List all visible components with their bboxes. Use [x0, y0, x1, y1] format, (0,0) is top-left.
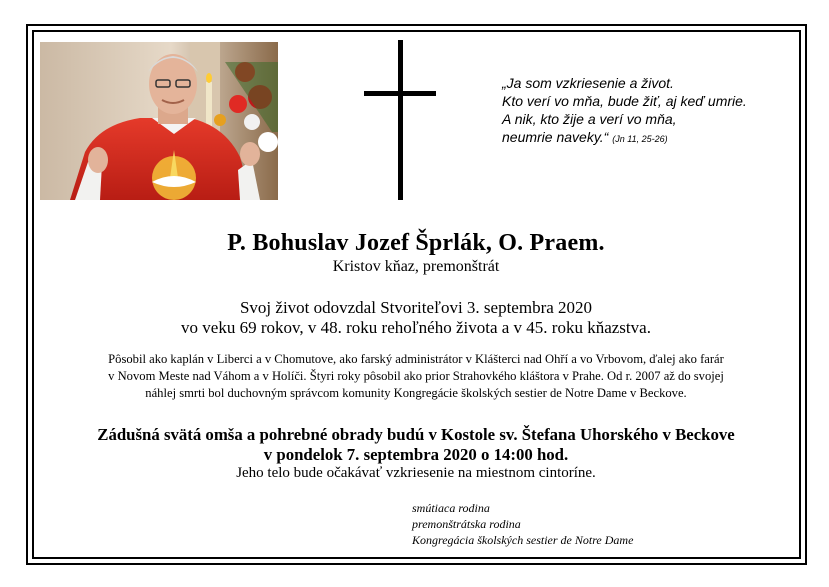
- signers: [412, 500, 633, 548]
- cross-icon: [364, 40, 436, 200]
- biography: [60, 351, 772, 402]
- death-notice: [40, 298, 792, 338]
- quote-line-2: Kto verí vo mňa, bude žiť, aj keď umrie.: [502, 93, 747, 109]
- signer-family: smútiaca rodina: [412, 501, 490, 515]
- funeral-line-2: v pondelok 7. septembra 2020 o 14:00 hod.: [263, 445, 569, 464]
- quote-reference: (Jn 11, 25-26): [612, 134, 668, 144]
- burial-note: Jeho telo bude očakávať vzkriesenie na miestnom cintoríne.: [236, 465, 596, 481]
- death-line-2: vo veku 69 rokov, v 48. roku rehoľného života a v 45. roku kňazstva.: [181, 318, 651, 337]
- funeral-announcement: [40, 425, 792, 465]
- quote-line-3: A nik, kto žije a verí vo mňa,: [502, 111, 677, 127]
- funeral-line-1: Zádušná svätá omša a pohrebné obrady budú v Kostole sv. Štefana Uhorského v Beckove: [97, 425, 735, 444]
- deceased-title: Kristov kňaz, premonštrát: [332, 258, 500, 275]
- bible-quote: [502, 74, 802, 148]
- portrait-photo: [40, 42, 278, 200]
- bio-line-1: Pôsobil ako kaplán v Liberci a v Chomutove, ako farský administrátor v Klášterci nad Ohří a vo Vrbovom, ďalej ako farár: [108, 352, 724, 366]
- quote-line-1: „Ja som vzkriesenie a život.: [502, 75, 674, 91]
- deceased-name: P. Bohuslav Jozef Šprlák, O. Praem.: [227, 230, 605, 256]
- quote-line-4: [502, 128, 802, 148]
- quote-line-4-text: neumrie naveky.“: [502, 129, 609, 145]
- signer-premonstratensian: premonštrátska rodina: [412, 517, 521, 531]
- bio-line-2: v Novom Meste nad Váhom a v Holíči. Štyri roky pôsobil ako prior Strahovkého kláštora v Prahe. Od r. 2007 až do svojej: [108, 369, 724, 383]
- death-line-1: Svoj život odovzdal Stvoriteľovi 3. septembra 2020: [239, 298, 593, 317]
- bio-line-3: náhlej smrti bol duchovným správcom komunity Kongregácie školských sestier de Notre Dame v Beckove.: [145, 386, 687, 400]
- signer-congregation: Kongregácia školských sestier de Notre Dame: [412, 533, 634, 547]
